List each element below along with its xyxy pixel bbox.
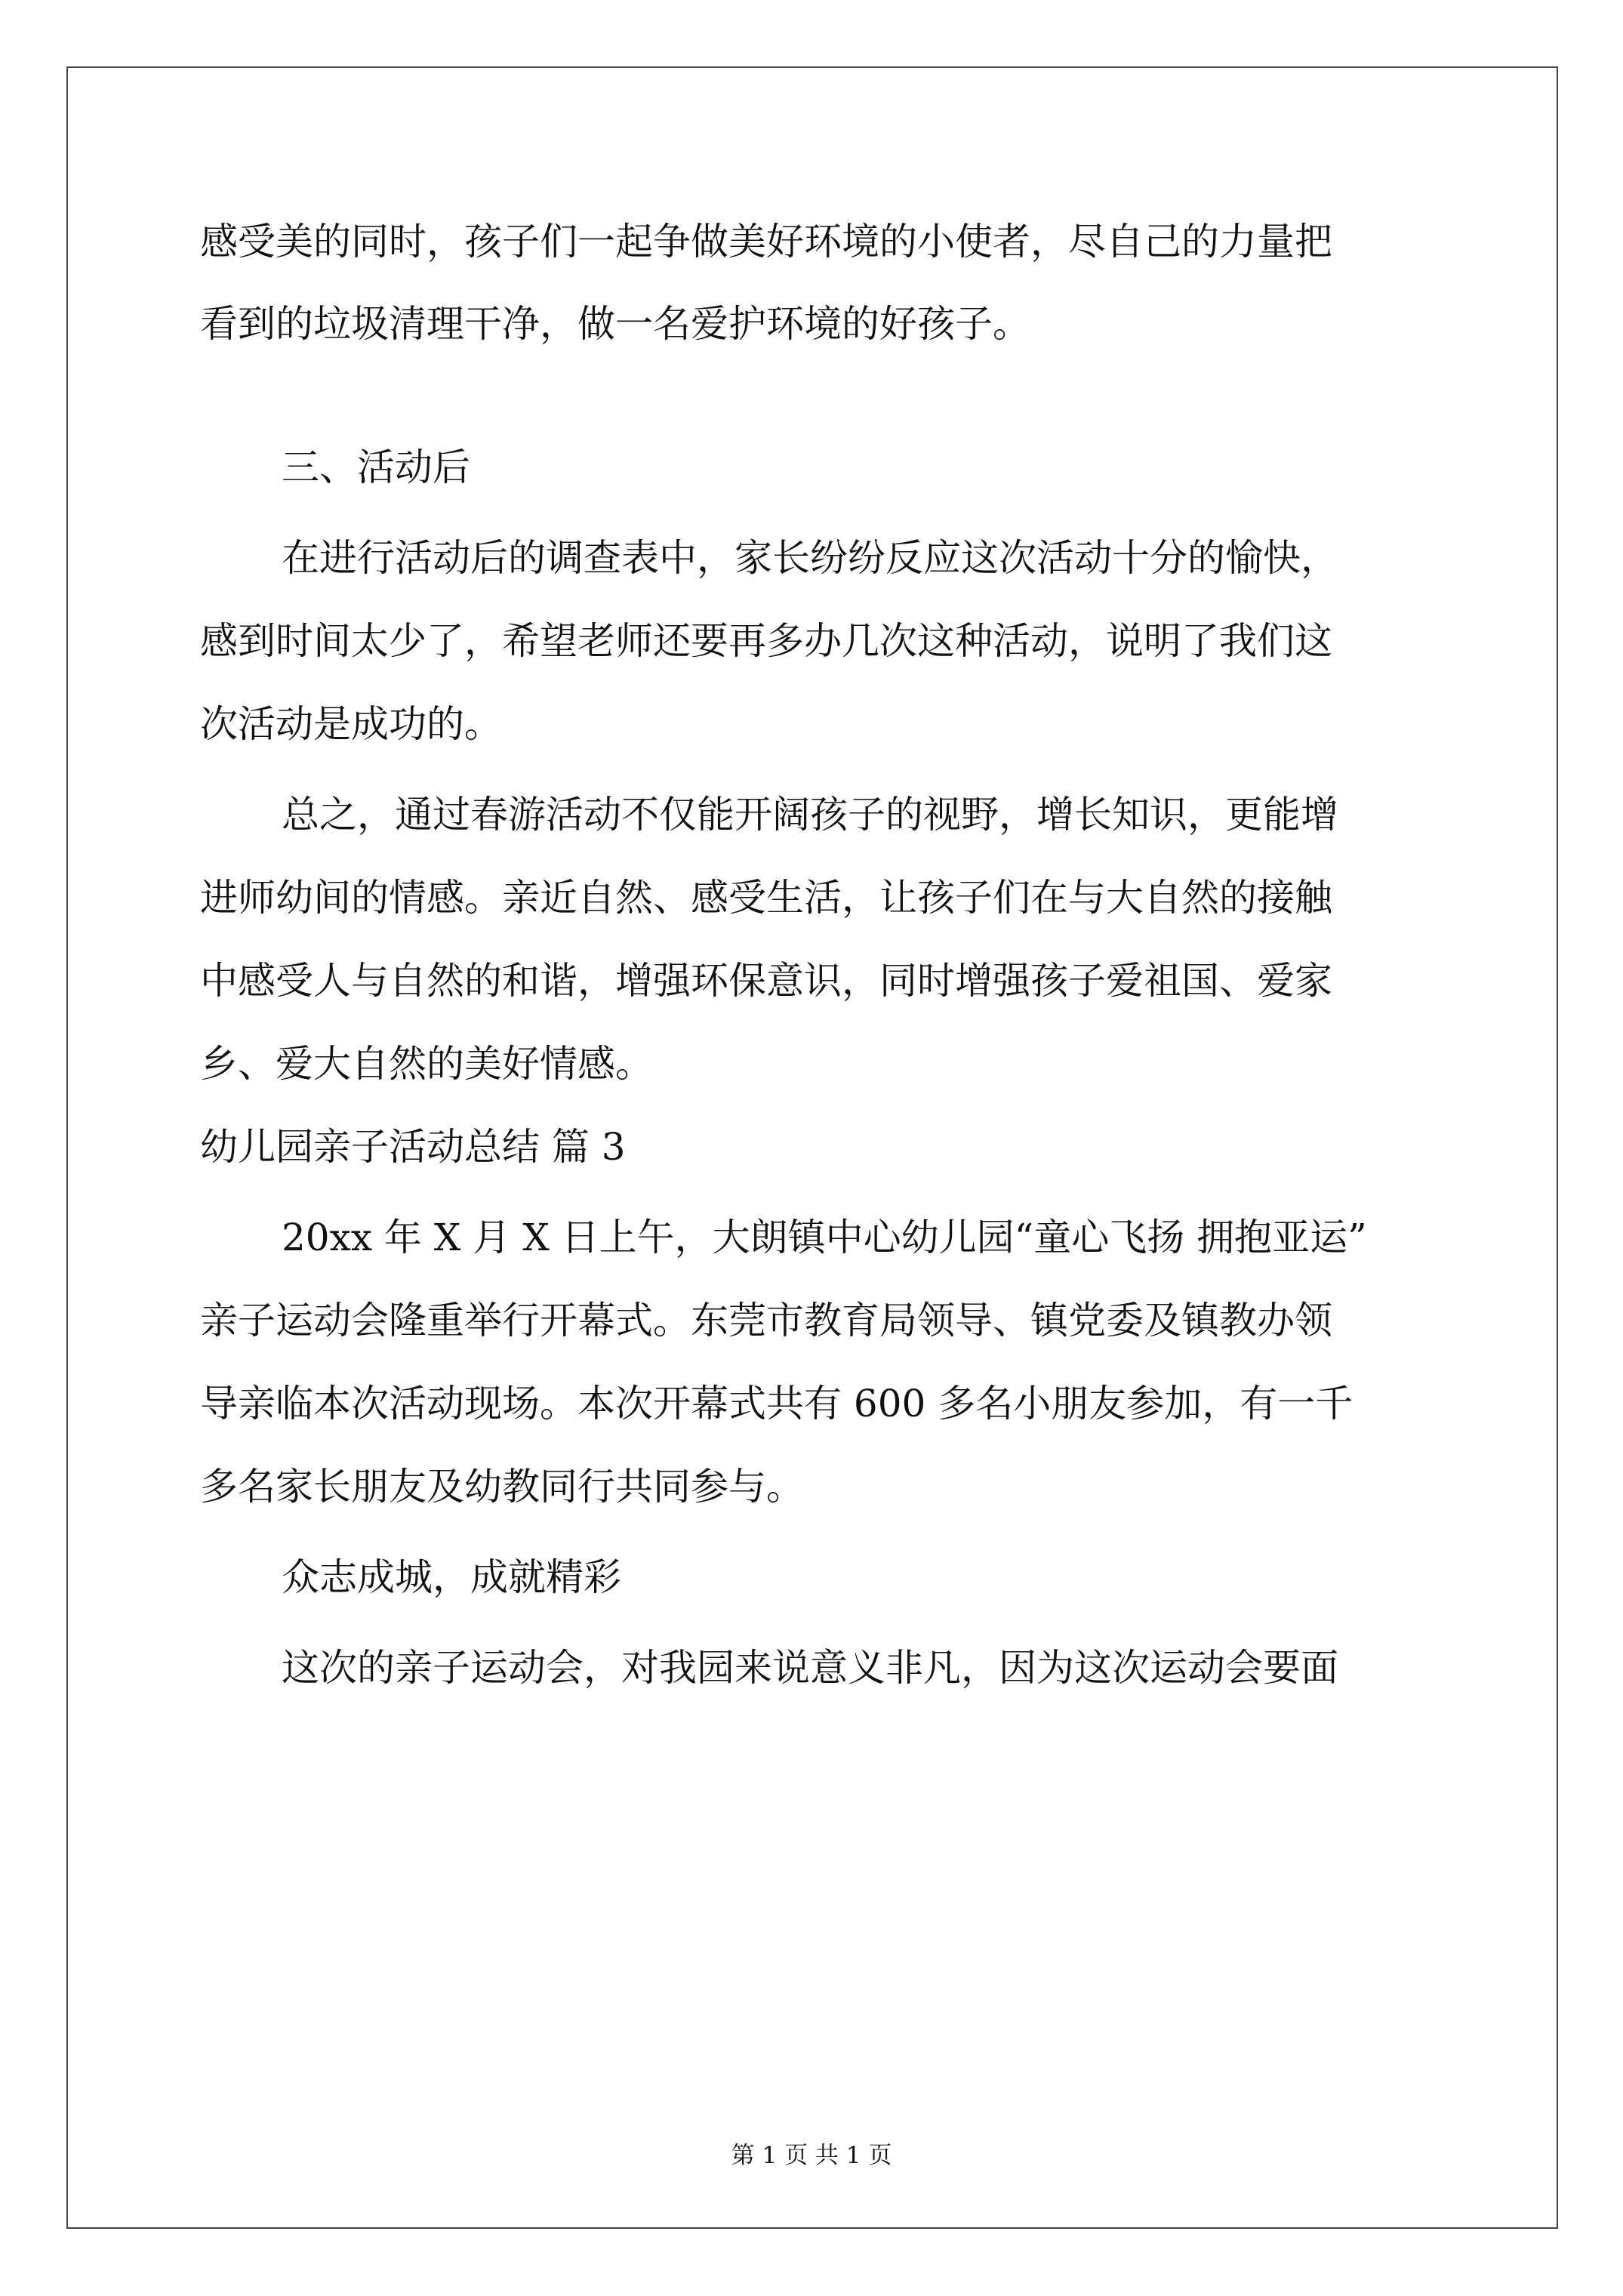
paragraph-line: 导亲临本次活动现场。本次开幕式共有 600 多名小朋友参加，有一千 — [200, 1382, 1354, 1425]
section-heading: 众志成城，成就精彩 — [282, 1555, 621, 1599]
paragraph-line: 感受美的同时，孩子们一起争做美好环境的小使者，尽自己的力量把 — [200, 220, 1332, 264]
paragraph-line: 感到时间太少了，希望老师还要再多办几次这种活动，说明了我们这 — [200, 619, 1332, 663]
paragraph-line: 次活动是成功的。 — [200, 702, 502, 746]
paragraph-line: 亲子运动会隆重举行开幕式。东莞市教育局领导、镇党委及镇教办领 — [200, 1299, 1332, 1342]
paragraph-line: 进师幼间的情感。亲近自然、感受生活，让孩子们在与大自然的接触 — [200, 876, 1332, 920]
paragraph-line: 在进行活动后的调查表中，家长纷纷反应这次活动十分的愉快， — [282, 536, 1338, 580]
page-footer: 第 1 页 共 1 页 — [731, 2142, 892, 2169]
paragraph-line: 20xx 年 X 月 X 日上午，大朗镇中心幼儿园“童心飞扬 拥抱亚运” — [282, 1216, 1367, 1259]
paragraph-line: 总之，通过春游活动不仅能开阔孩子的视野，增长知识，更能增 — [282, 793, 1338, 837]
paragraph-line: 看到的垃圾清理干净，做一名爱护环境的好孩子。 — [200, 302, 1030, 346]
paragraph-line: 中感受人与自然的和谐，增强环保意识，同时增强孩子爱祖国、爱家 — [200, 959, 1332, 1003]
paragraph-line: 乡、爱大自然的美好情感。 — [200, 1042, 653, 1086]
section-heading: 三、活动后 — [282, 445, 470, 489]
paragraph-line: 多名家长朋友及幼教同行共同参与。 — [200, 1465, 804, 1509]
paragraph-line: 这次的亲子运动会，对我园来说意义非凡，因为这次运动会要面 — [282, 1646, 1338, 1690]
article-title: 幼儿园亲子活动总结 篇 3 — [200, 1125, 626, 1169]
